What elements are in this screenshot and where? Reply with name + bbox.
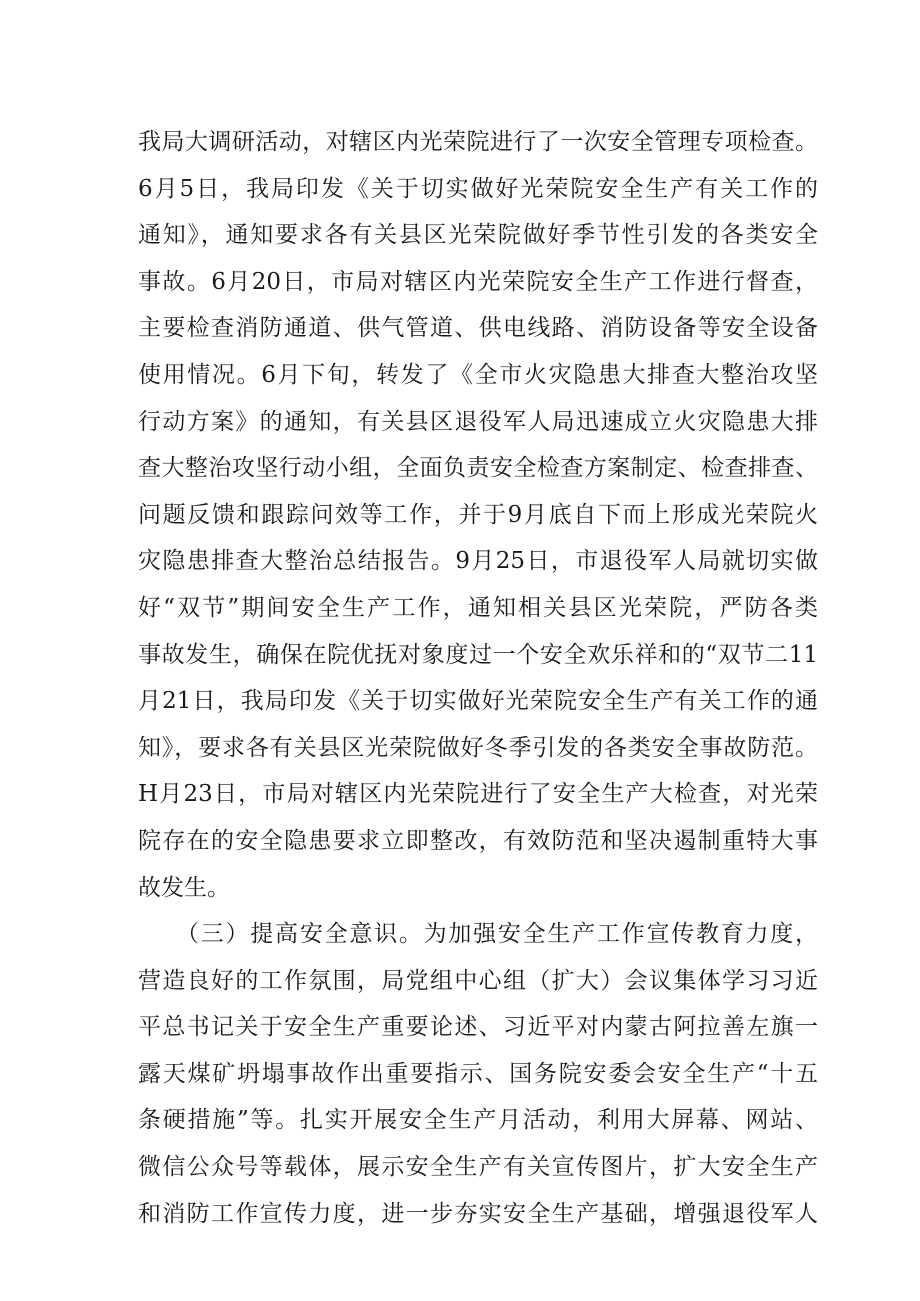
text-line: H月23日，市局对辖区内光荣院进行了安全生产大检查，对光荣	[138, 781, 818, 808]
text-line: 6月5日，我局印发《关于切实做好光荣院安全生产有关工作的	[138, 175, 818, 202]
text-line: 条硬措施”等。扎实开展安全生产月活动，利用大屏幕、网站、	[138, 1107, 818, 1134]
text-line: 营造良好的工作氛围，局党组中心组（扩大）会议集体学习习近	[138, 967, 818, 994]
text-line: 院存在的安全隐患要求立即整改，有效防范和坚决遏制重特大事	[138, 827, 818, 854]
text-line: 事故发生，确保在院优抚对象度过一个安全欢乐祥和的“双节二11	[138, 641, 818, 668]
text-line: 平总书记关于安全生产重要论述、习近平对内蒙古阿拉善左旗一	[138, 1014, 818, 1041]
text-line: 月21日，我局印发《关于切实做好光荣院安全生产有关工作的通	[138, 688, 818, 715]
text-line: 好“双节”期间安全生产工作，通知相关县区光荣院，严防各类	[138, 594, 818, 621]
text-line: 问题反馈和跟踪问效等工作，并于9月底自下而上形成光荣院火	[138, 501, 818, 528]
text-line: 故发生。	[138, 874, 230, 901]
text-line: 知》，要求各有关县区光荣院做好冬季引发的各类安全事故防范。	[138, 734, 818, 761]
text-line: 事故。6月20日，市局对辖区内光荣院安全生产工作进行督查，	[138, 268, 818, 295]
text-line: 露天煤矿坍塌事故作出重要指示、国务院安委会安全生产“十五	[138, 1060, 818, 1087]
text-line: 查大整治攻坚行动小组，全面负责安全检查方案制定、检查排查、	[138, 455, 818, 482]
text-line: 行动方案》的通知，有关县区退役军人局迅速成立火灾隐患大排	[138, 408, 818, 435]
body-text	[138, 119, 818, 1237]
text-line: 使用情况。6月下旬，转发了《全市火灾隐患大排查大整治攻坚	[138, 361, 818, 388]
section-heading-line: （三）提高安全意识。为加强安全生产工作宣传教育力度，	[138, 921, 818, 948]
text-line: 灾隐患排查大整治总结报告。9月25日，市退役军人局就切实做	[138, 548, 818, 575]
text-line: 通知》，通知要求各有关县区光荣院做好季节性引发的各类安全	[138, 222, 818, 249]
text-line: 我局大调研活动，对辖区内光荣院进行了一次安全管理专项检查。	[138, 129, 818, 155]
text-line: 微信公众号等载体，展示安全生产有关宣传图片，扩大安全生产	[138, 1154, 818, 1181]
text-line: 主要检查消防通道、供气管道、供电线路、消防设备等安全设备	[138, 315, 818, 342]
text-line: 和消防工作宣传力度，进一步夯实安全生产基础，增强退役军人	[138, 1200, 818, 1227]
